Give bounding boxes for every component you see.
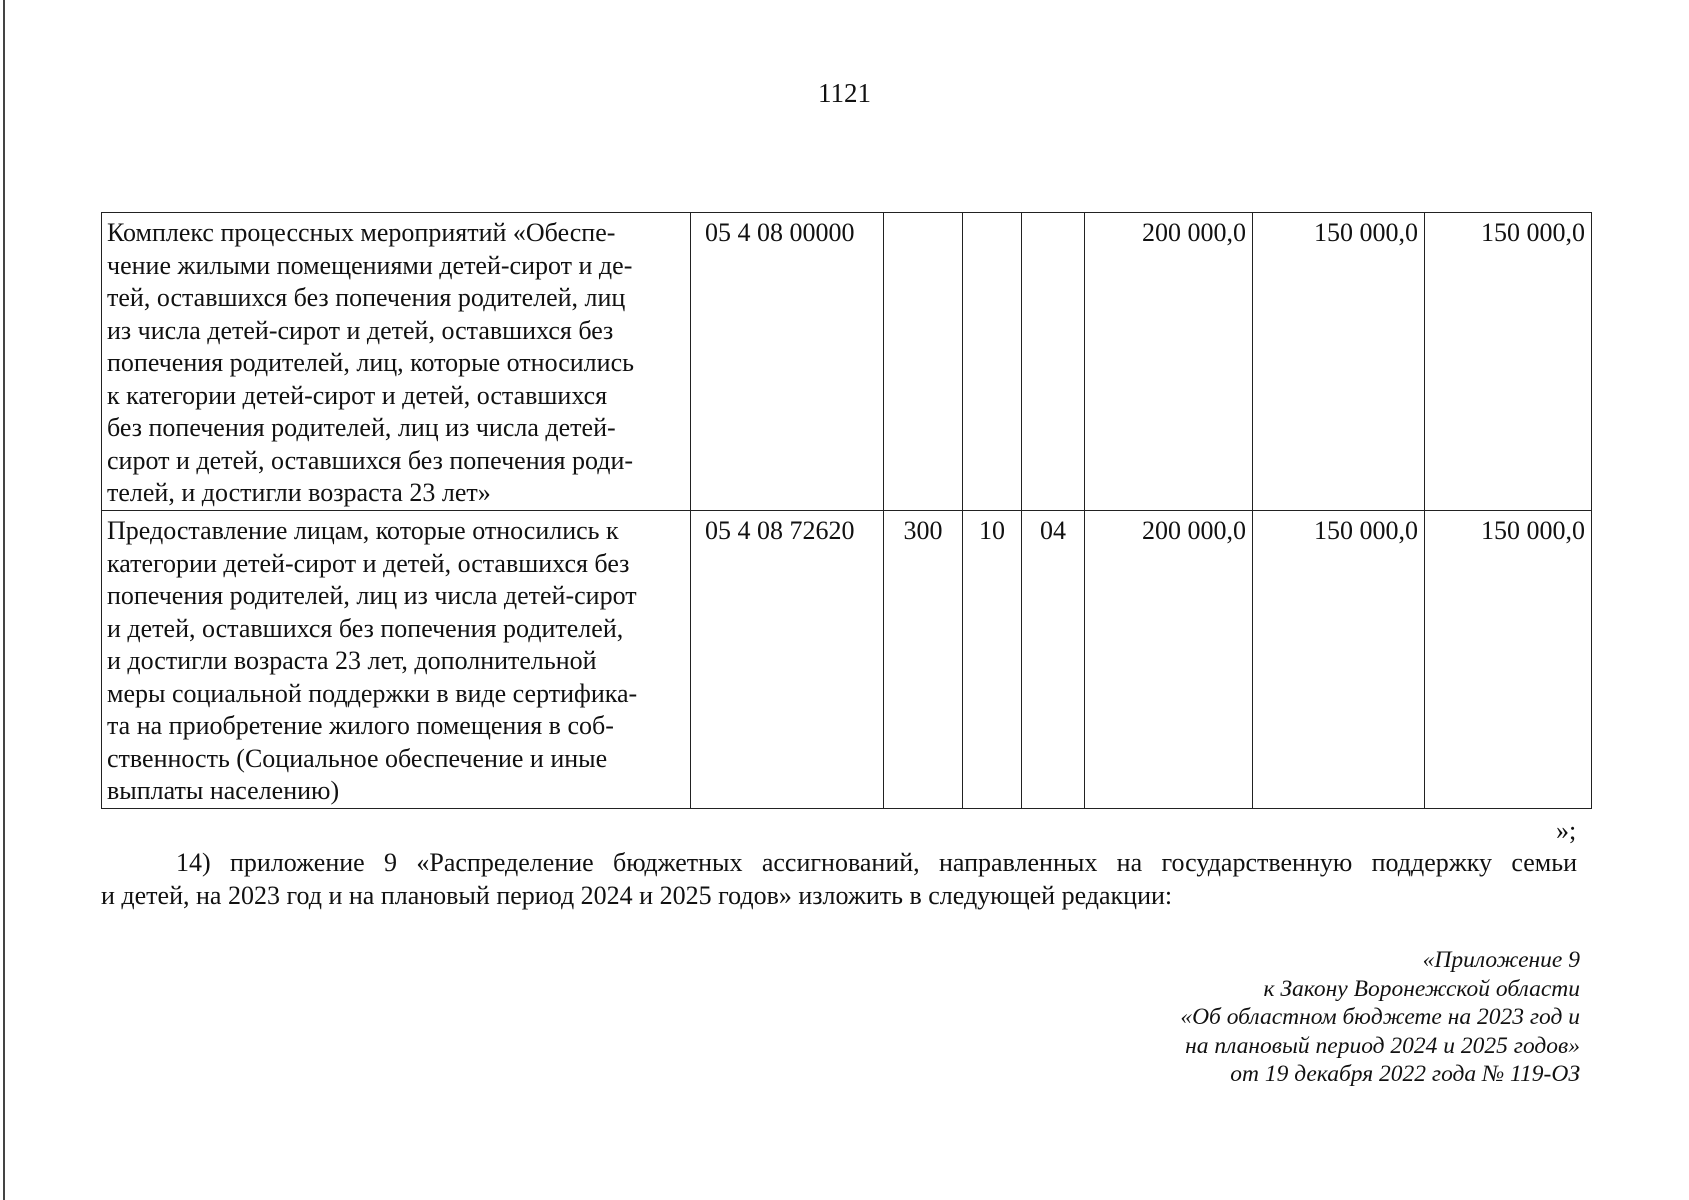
table-row [102, 511, 1592, 809]
row-amount-2023: 200 000,0 [1085, 213, 1253, 511]
row-vr [884, 213, 963, 511]
page-number: 1121 [818, 78, 871, 108]
appendix-line-3: «Об областном бюджете на 2023 год и [1180, 1004, 1580, 1030]
row-rz: 10 [963, 511, 1022, 809]
closing-quote: »; [1556, 816, 1577, 845]
row-amount-2023: 200 000,0 [1085, 511, 1253, 809]
appendix-line-2: к Закону Воронежской области [1263, 975, 1580, 1002]
amendment-paragraph [101, 846, 1577, 912]
row-description: Комплекс процессных мероприятий «Обеспе- чение жилыми помещениями детей-сирот и де- тей, оставшихся без попечения родителей, лиц из числа детей-сирот и детей, оставшихся без попечения родителей, лиц, которые относились к категории детей-сирот и детей, оставшихся без попечения родителей, лиц из числа детей- сирот и детей, оставшихся без попечения роди- телей, и достигли возраста 23 лет» [102, 213, 691, 511]
row-pr: 04 [1022, 511, 1085, 809]
paragraph-line-1: 14) приложение 9 «Распределение бюджетных ассигнований, направленных на государственную поддержку семьи [176, 848, 1577, 877]
page-left-edge [3, 0, 5, 1200]
row-amount-2024: 150 000,0 [1253, 511, 1425, 809]
row-description: Предоставление лицам, которые относились к категории детей-сирот и детей, оставшихся без попечения родителей, лиц из числа детей-сирот и детей, оставшихся без попечения родителей, и достигли возраста 23 лет, дополнительной меры социальной поддержки в виде сертифика- та на приобретение жилого помещения в соб- ственность (Социальное обеспечение и иные выплаты населению) [102, 511, 691, 809]
row-amount-2024: 150 000,0 [1253, 213, 1425, 511]
row-code: 05 4 08 00000 [691, 213, 884, 511]
row-amount-2025: 150 000,0 [1425, 511, 1592, 809]
row-vr: 300 [884, 511, 963, 809]
row-code: 05 4 08 72620 [691, 511, 884, 809]
appendix-header [1180, 946, 1580, 1089]
row-amount-2025: 150 000,0 [1425, 213, 1592, 511]
row-pr [1022, 213, 1085, 511]
table-row [102, 213, 1592, 511]
appendix-line-4: на плановый период 2024 и 2025 годов» [1185, 1032, 1580, 1059]
row-rz [963, 213, 1022, 511]
appendix-line-1: «Приложение 9 [1422, 947, 1580, 973]
appendix-line-5: от 19 декабря 2022 года № 119-ОЗ [1230, 1061, 1580, 1087]
paragraph-line-2: и детей, на 2023 год и на плановый период 2024 и 2025 годов» изложить в следующей редакции: [101, 881, 1173, 910]
budget-table [101, 212, 1592, 809]
